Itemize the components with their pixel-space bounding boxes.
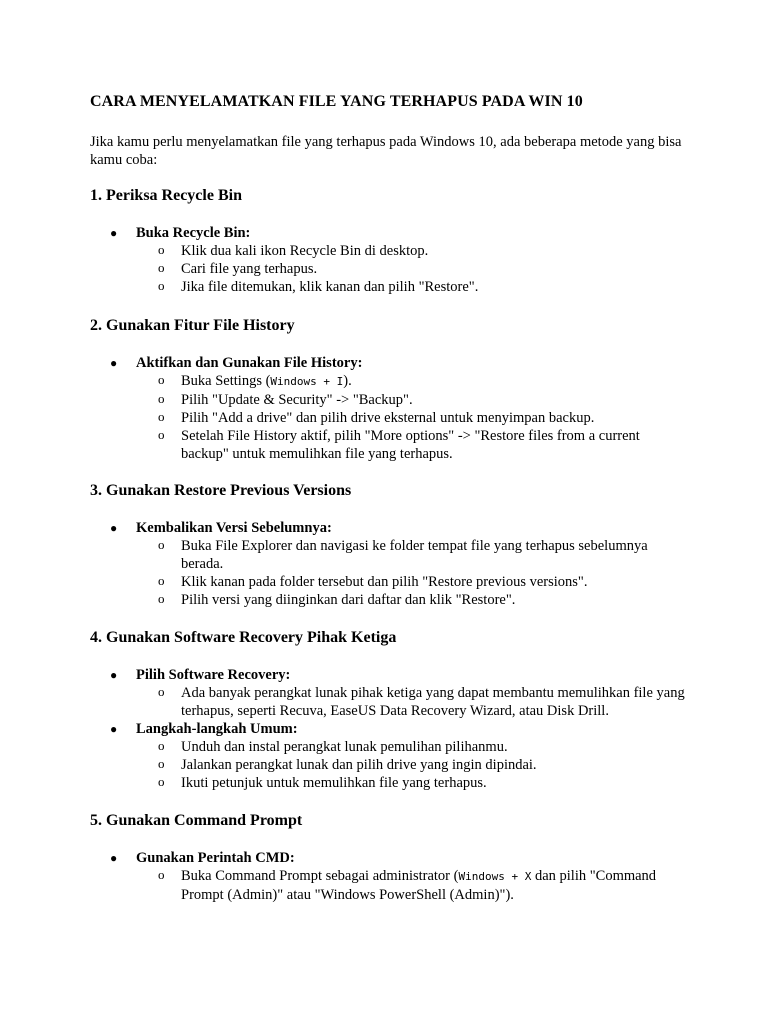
sub-item-text: Klik kanan pada folder tersebut dan pilih "Restore previous versions". — [181, 574, 588, 590]
sub-list-item — [136, 756, 690, 774]
bullet-list — [90, 666, 690, 792]
bullet-label: Buka Recycle Bin: — [136, 225, 251, 241]
circle-bullet-icon: o — [158, 409, 165, 424]
bullet-label: Langkah-langkah Umum: — [136, 721, 298, 737]
sub-list-item — [136, 427, 690, 463]
bullet-dot-icon: ● — [110, 521, 118, 535]
sub-item-text: Pilih "Update & Security" -> "Backup". — [181, 392, 413, 408]
sub-item-text: Unduh dan instal perangkat lunak pemulihan pilihanmu. — [181, 739, 508, 755]
sub-list-item — [136, 867, 690, 904]
bullet-label: Gunakan Perintah CMD: — [136, 850, 295, 866]
bullet-item — [90, 849, 690, 904]
keyboard-shortcut: Windows + I — [270, 375, 344, 388]
circle-bullet-icon: o — [158, 242, 165, 257]
sub-item-text: Jalankan perangkat lunak dan pilih drive yang ingin dipindai. — [181, 757, 537, 773]
sub-item-text: Buka Settings ( — [181, 373, 271, 389]
bullet-item — [90, 224, 690, 296]
sub-list — [136, 242, 690, 296]
bullet-list — [90, 354, 690, 463]
sub-list-item — [136, 260, 690, 278]
sub-item-text: Cari file yang terhapus. — [181, 261, 318, 277]
bullet-dot-icon: ● — [110, 851, 118, 865]
bullet-list — [90, 224, 690, 296]
sub-item-text: Pilih versi yang diinginkan dari daftar dan klik "Restore". — [181, 592, 516, 608]
page-title: CARA MENYELAMATKAN FILE YANG TERHAPUS PADA WIN 10 — [90, 93, 583, 110]
sub-item-text: Setelah File History aktif, pilih "More options" -> "Restore files from a current backup" untuk memulihkan file yang terhapus. — [181, 428, 640, 462]
circle-bullet-icon: o — [158, 372, 165, 387]
sub-item-text: Buka File Explorer dan navigasi ke folder tempat file yang terhapus sebelumnya berada. — [181, 538, 648, 572]
circle-bullet-icon: o — [158, 391, 165, 406]
bullet-label: Pilih Software Recovery: — [136, 667, 291, 683]
sub-item-text: Klik dua kali ikon Recycle Bin di desktop. — [181, 243, 429, 259]
section-heading: 2. Gunakan Fitur File History — [90, 317, 295, 334]
bullet-dot-icon: ● — [110, 668, 118, 682]
bullet-dot-icon: ● — [110, 226, 118, 240]
circle-bullet-icon: o — [158, 591, 165, 606]
bullet-list — [90, 849, 690, 904]
bullet-dot-icon: ● — [110, 722, 118, 736]
section-heading: 3. Gunakan Restore Previous Versions — [90, 482, 352, 499]
sub-list-item — [136, 537, 690, 573]
sub-item-text: Jika file ditemukan, klik kanan dan pilih "Restore". — [181, 279, 479, 295]
sub-list-item — [136, 684, 690, 720]
sub-list-item — [136, 391, 690, 409]
sub-list-item — [136, 409, 690, 427]
keyboard-shortcut: Windows + X — [458, 870, 532, 883]
circle-bullet-icon: o — [158, 537, 165, 552]
bullet-item — [90, 666, 690, 720]
bullet-item — [90, 720, 690, 792]
sub-list-item — [136, 242, 690, 260]
circle-bullet-icon: o — [158, 278, 165, 293]
bullet-item — [90, 354, 690, 463]
section-heading: 4. Gunakan Software Recovery Pihak Ketiga — [90, 629, 397, 646]
bullet-label: Kembalikan Versi Sebelumnya: — [136, 520, 332, 536]
section-heading: 5. Gunakan Command Prompt — [90, 812, 303, 829]
circle-bullet-icon: o — [158, 774, 165, 789]
sub-list-item — [136, 372, 690, 391]
sub-list-item — [136, 774, 690, 792]
bullet-label: Aktifkan dan Gunakan File History: — [136, 355, 363, 371]
section-heading: 1. Periksa Recycle Bin — [90, 187, 242, 204]
sub-list — [136, 738, 690, 792]
sub-item-text: dan pilih "Command Prompt (Admin)" atau "Windows PowerShell (Admin)"). — [181, 868, 657, 903]
circle-bullet-icon: o — [158, 867, 165, 882]
circle-bullet-icon: o — [158, 684, 165, 699]
sub-list — [136, 867, 690, 904]
sub-item-text: Ada banyak perangkat lunak pihak ketiga yang dapat membantu memulihkan file yang terhapus, seperti Recuva, EaseUS Data Recovery Wizard, atau Disk Drill. — [181, 685, 685, 719]
circle-bullet-icon: o — [158, 738, 165, 753]
circle-bullet-icon: o — [158, 427, 165, 442]
circle-bullet-icon: o — [158, 756, 165, 771]
intro-paragraph: Jika kamu perlu menyelamatkan file yang terhapus pada Windows 10, ada beberapa metode yang bisa kamu coba: — [90, 134, 682, 168]
sub-item-text: Pilih "Add a drive" dan pilih drive eksternal untuk menyimpan backup. — [181, 410, 595, 426]
bullet-dot-icon: ● — [110, 356, 118, 370]
sub-item-text: Ikuti petunjuk untuk memulihkan file yang terhapus. — [181, 775, 487, 791]
sub-item-text: Buka Command Prompt sebagai administrator ( — [181, 868, 459, 884]
circle-bullet-icon: o — [158, 573, 165, 588]
sub-list-item — [136, 278, 690, 296]
bullet-item — [90, 519, 690, 609]
sub-list — [136, 537, 690, 609]
sub-list-item — [136, 591, 690, 609]
sub-list — [136, 372, 690, 463]
sub-item-text: ). — [343, 373, 352, 389]
sub-list-item — [136, 738, 690, 756]
sub-list-item — [136, 573, 690, 591]
circle-bullet-icon: o — [158, 260, 165, 275]
bullet-list — [90, 519, 690, 609]
sub-list — [136, 684, 690, 720]
